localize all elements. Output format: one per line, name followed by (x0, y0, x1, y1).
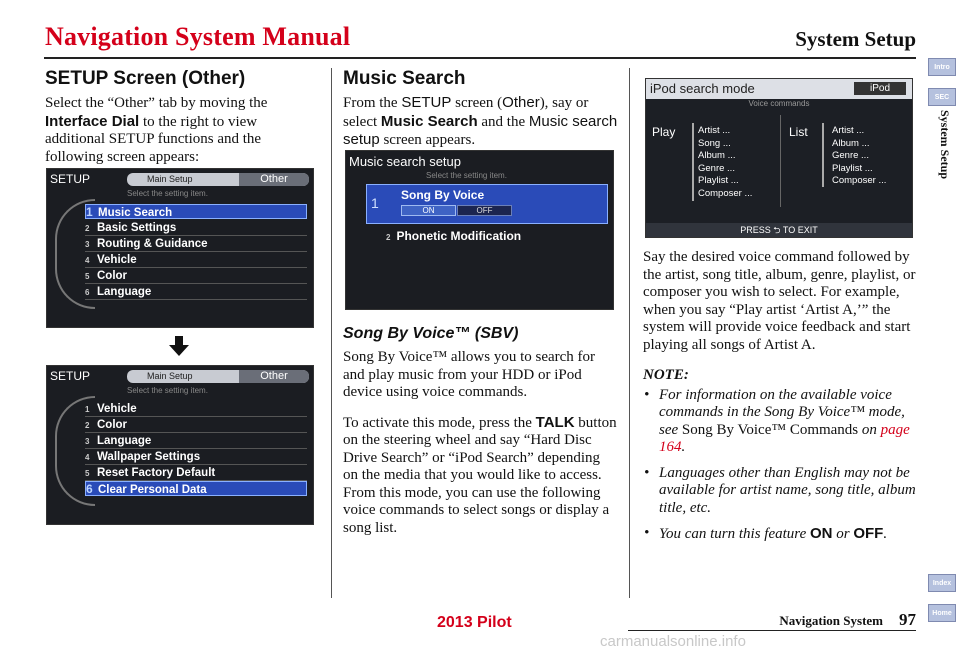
sbv-activate-text: To activate this mode, press the TALK button on the steering wheel and say “Hard Disc Drive Search” or “iPod Search” depending on the media that you would like to access. From this mode, you can use the following voice commands to select songs or display a song list. (343, 413, 617, 536)
column-divider (331, 68, 332, 598)
play-label: Play (652, 125, 676, 139)
middle-column (343, 68, 618, 150)
section-title: System Setup (795, 27, 916, 51)
screen-title: SETUP (50, 369, 91, 383)
screen-title: iPod search mode (650, 81, 755, 96)
sec-tab[interactable]: SEC (928, 88, 956, 106)
page-link[interactable]: page 164 (659, 421, 910, 455)
song-by-voice-heading: Song By Voice™ (SBV) (343, 325, 519, 342)
manual-title: Navigation System Manual (45, 22, 351, 51)
menu-item[interactable]: 5 Color (85, 269, 307, 284)
footer-nav-label: Navigation System (779, 613, 883, 628)
screen-subtitle: Select the setting item. (127, 189, 208, 198)
list-label: List (789, 125, 808, 139)
screen-title: SETUP (50, 172, 91, 186)
page-number: 97 (899, 610, 916, 629)
on-option[interactable]: ON (401, 205, 456, 216)
note-label: NOTE: (643, 367, 689, 383)
menu-item[interactable]: 6 Language (85, 285, 307, 300)
setup-screen-2 (46, 365, 314, 525)
left-column (45, 68, 320, 166)
screen-subtitle: Voice commands (748, 99, 810, 108)
screen-title: Music search setup (349, 154, 461, 169)
off-option[interactable]: OFF (457, 205, 512, 216)
middle-column-body (343, 325, 618, 537)
note-item: • For information on the available voice commands in the Song By Voice™ mode, see Song By Voice™ Commands on page 164. (643, 387, 918, 457)
down-arrow-icon (168, 335, 190, 357)
main-setup-tab[interactable]: Main Setup (147, 371, 193, 381)
site-watermark: carmanualsonline.info (600, 633, 746, 650)
setup-screen-1 (46, 168, 314, 328)
music-search-text: From the SETUP screen (Other), say or select Music Search and the Music search setup screen appears. (343, 94, 618, 148)
ipod-search-screen (645, 78, 913, 238)
divider (780, 115, 781, 207)
menu-item[interactable]: 2 Basic Settings (85, 221, 307, 236)
menu-item[interactable]: 2 Color (85, 418, 307, 433)
note-item: • Languages other than English may not be available for artist name, song title, album title, etc. (643, 465, 918, 518)
screen-subtitle: Select the setting item. (426, 171, 507, 180)
setup-other-heading: SETUP Screen (Other) (45, 68, 246, 89)
menu-item[interactable]: 4 Vehicle (85, 253, 307, 268)
other-tab[interactable]: Other (239, 173, 309, 186)
bracket (692, 123, 694, 201)
menu-item[interactable]: 1 Vehicle (85, 402, 307, 417)
song-by-voice-row[interactable]: 1 Song By Voice ON OFF (366, 184, 608, 224)
play-commands: Artist ... Song ... Album ... Genre ... Playlist ... Composer ... (698, 125, 753, 199)
header-rule (44, 57, 916, 59)
menu-item[interactable]: 3 Routing & Guidance (85, 237, 307, 252)
model-watermark: 2013 Pilot (437, 614, 512, 631)
column-divider (629, 68, 630, 598)
phonetic-modification-row[interactable]: 2 Phonetic Modification (386, 229, 522, 243)
menu-item[interactable]: 6 Clear Personal Data (85, 481, 307, 496)
footer-rule (628, 630, 916, 631)
menu-item[interactable]: 3 Language (85, 434, 307, 449)
list-commands: Artist ... Album ... Genre ... Playlist ... Composer ... (832, 125, 887, 186)
sbv-text: Song By Voice™ allows you to search for and play music from your HDD or iPod device using voice commands. (343, 349, 596, 400)
voice-command-text: Say the desired voice command followed by the artist, song title, album, genre, playlist, or composer you wish to select. For example, when you say “Play artist ‘Artist A,’” the system will provide voice feedback and start playing all songs of Artist A. (643, 249, 916, 353)
home-tab[interactable]: Home (928, 604, 956, 622)
note-item: • You can turn this feature ON or OFF. (643, 525, 918, 544)
side-section-label: System Setup (938, 110, 952, 180)
setup-other-text: Select the “Other” tab by moving the Interface Dial to the right to view additional SETUP functions and the following screen appears: (45, 95, 268, 165)
bracket (822, 123, 824, 187)
music-search-setup-screen (345, 150, 614, 310)
index-tab[interactable]: Index (928, 574, 956, 592)
right-column (643, 249, 918, 544)
music-search-heading: Music Search (343, 68, 466, 89)
intro-tab[interactable]: Intro (928, 58, 956, 76)
screen-subtitle: Select the setting item. (127, 386, 208, 395)
ipod-badge: iPod (854, 82, 906, 95)
other-tab[interactable]: Other (239, 370, 309, 383)
menu-item[interactable]: 5 Reset Factory Default (85, 466, 307, 481)
menu-item[interactable]: 1 Music Search (85, 204, 307, 219)
main-setup-tab[interactable]: Main Setup (147, 174, 193, 184)
menu-item[interactable]: 4 Wallpaper Settings (85, 450, 307, 465)
exit-hint: PRESS ⮌ TO EXIT (646, 223, 912, 237)
